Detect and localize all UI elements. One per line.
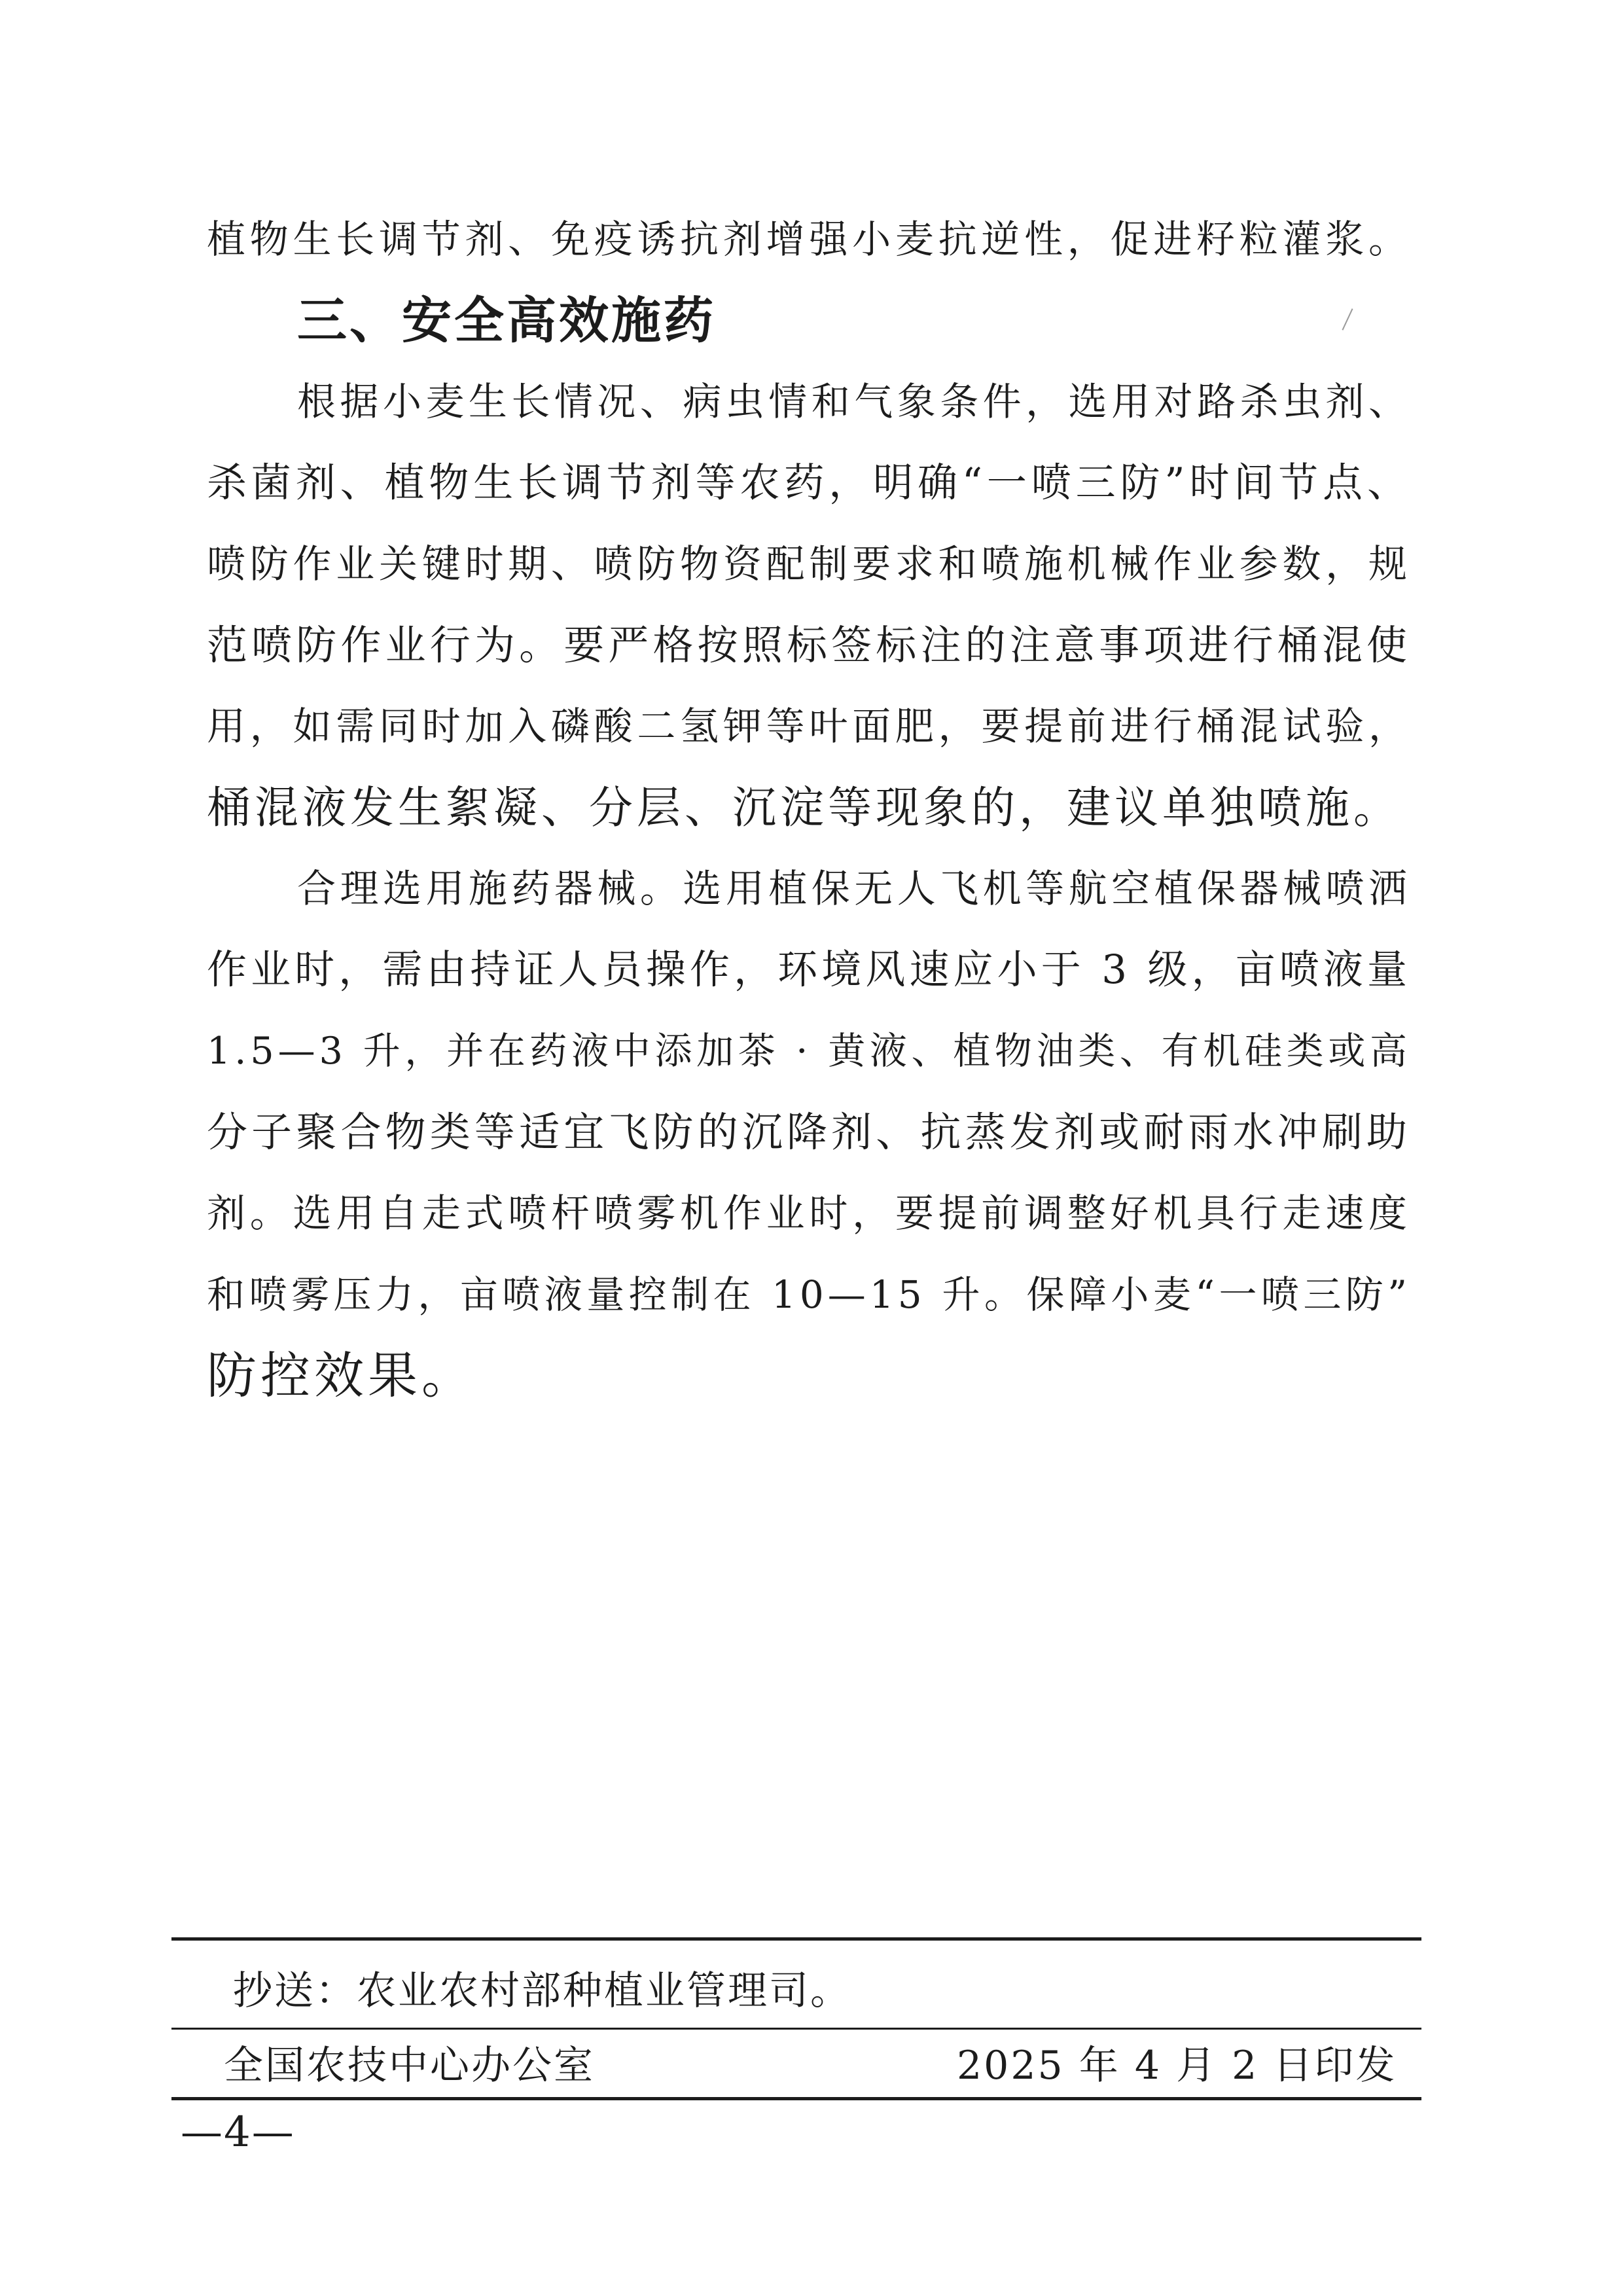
footer-middle-rule [171,2028,1421,2030]
paragraph-1-line-4: 范喷防作业行为。要严格按照标签标注的注意事项进行桶混使 [207,621,1411,669]
paragraph-1-line-3: 喷防作业关键时期、喷防物资配制要求和喷施机械作业参数，规 [207,541,1411,586]
paragraph-2-line-5: 剂。选用自走式喷杆喷雾机作业时，要提前调整好机具行走速度 [207,1191,1411,1236]
body-line-1: 植物生长调节剂、免疫诱抗剂增强小麦抗逆性，促进籽粒灌浆。 [207,217,1411,262]
paragraph-2-line-4: 分子聚合物类等适宜飞防的沉降剂、抗蒸发剂或耐雨水冲刷助 [207,1108,1411,1156]
paragraph-1-line-2: 杀菌剂、植物生长调节剂等农药，明确“一喷三防”时间节点、 [207,459,1411,506]
paragraph-1-line-6: 桶混液发生絮凝、分层、沉淀等现象的，建议单独喷施。 [207,782,1401,833]
paragraph-1-line-1: 根据小麦生长情况、病虫情和气象条件，选用对路杀虫剂、 [297,379,1411,424]
paragraph-2-line-6: 和喷雾压力，亩喷液量控制在 10—15 升。保障小麦“一喷三防” [207,1272,1411,1317]
issuing-office: 全国农技中心办公室 [224,2043,595,2089]
paragraph-2-line-3: 1.5—3 升，并在药液中添加茶 · 黄液、植物油类、有机硅类或高 [207,1030,1411,1073]
page-number: —4— [181,2108,295,2157]
paragraph-1-line-5: 用，如需同时加入磷酸二氢钾等叶面肥，要提前进行桶混试验， [207,704,1411,749]
section-heading: 三、安全高效施药 [297,291,716,350]
paragraph-2-line-1: 合理选用施药器械。选用植保无人飞机等航空植保器械喷洒 [297,866,1411,911]
footer-top-rule [171,1937,1421,1941]
footer-bottom-rule [171,2097,1421,2100]
paragraph-2-line-7: 防控效果。 [207,1346,475,1405]
issue-date: 2025 年 4 月 2 日印发 [957,2043,1397,2089]
paragraph-2-line-2: 作业时，需由持证人员操作，环境风速应小于 3 级，亩喷液量 [207,946,1411,993]
cc-line: 抄送：农业农村部种植业管理司。 [233,1968,851,2014]
